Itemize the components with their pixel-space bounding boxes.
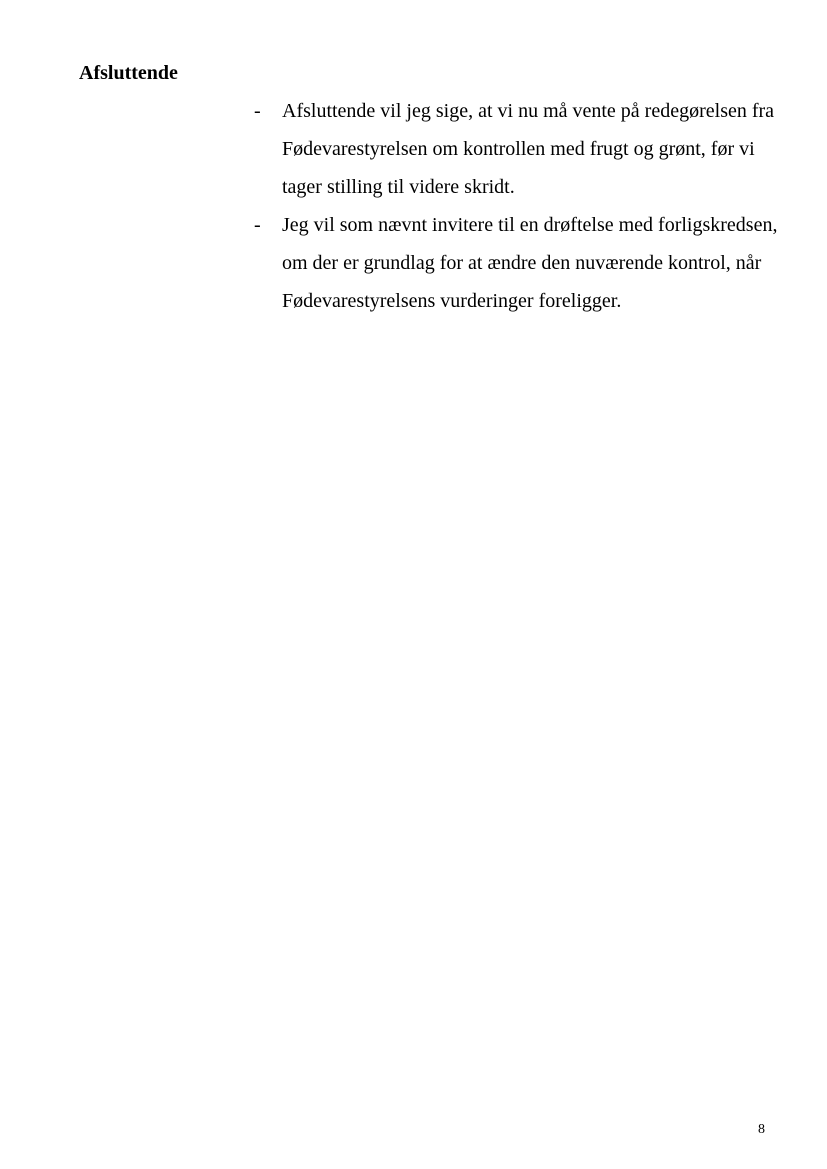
section-heading: Afsluttende [79, 62, 178, 84]
bullet-text: Jeg vil som nævnt invitere til en drøftelse med forligskredsen, om der er grundlag for at ændre den nuværende kontrol, når Fødevarestyrelsens vurderinger foreligger. [282, 214, 778, 312]
bullet-text: Afsluttende vil jeg sige, at vi nu må vente på redegørelsen fra Fødevarestyrelsen om kontrollen med frugt og grønt, før vi tager stilling til videre skridt. [282, 100, 775, 198]
bullet-list [254, 92, 784, 320]
page-number: 8 [758, 1122, 765, 1137]
list-item [254, 92, 784, 206]
bullet-marker: - [254, 100, 261, 122]
bullet-marker: - [254, 214, 261, 236]
list-item [254, 206, 784, 320]
